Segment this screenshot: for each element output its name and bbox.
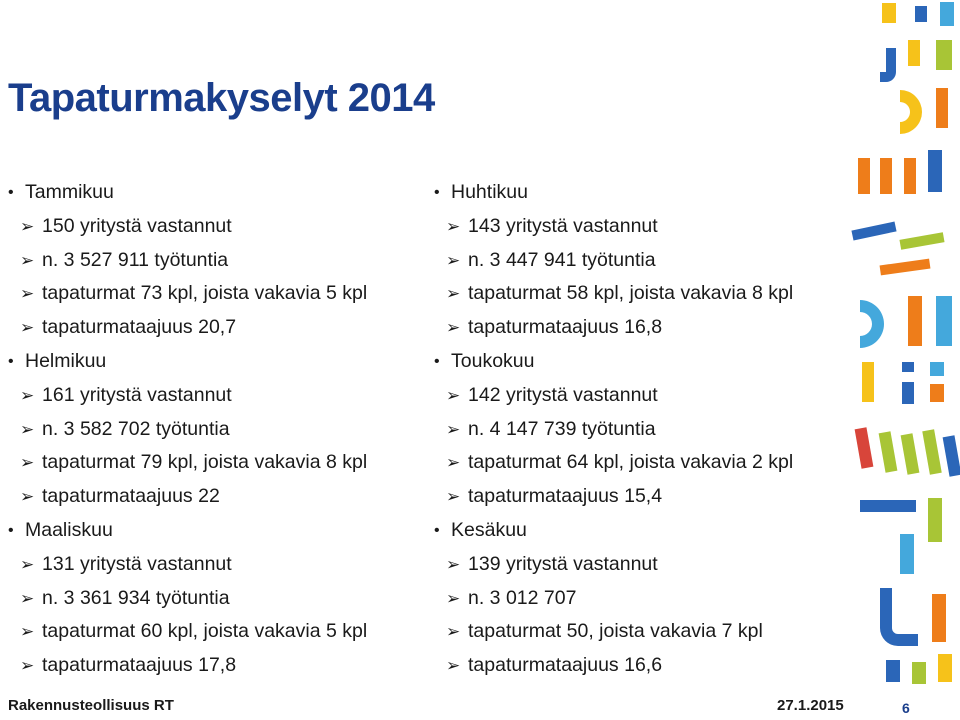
bullet-text: Toukokuu — [451, 349, 535, 372]
month-heading — [432, 345, 862, 379]
arrow-bullet-icon: ➢ — [20, 656, 35, 676]
month-heading — [6, 345, 426, 379]
bullet-text: tapaturmataajuus 15,4 — [468, 485, 663, 508]
bullet-text: Maaliskuu — [25, 518, 113, 541]
bullet-text: n. 3 447 941 työtuntia — [468, 248, 656, 271]
bullet-text: tapaturmataajuus 16,6 — [468, 654, 663, 677]
bullet-text: tapaturmat 73 kpl, joista vakavia 5 kpl — [42, 282, 368, 305]
bullet-text: Huhtikuu — [451, 181, 528, 203]
bullet-text: n. 3 361 934 työtuntia — [42, 586, 230, 609]
statistic-item — [432, 649, 862, 683]
page-number: 6 — [902, 700, 910, 716]
arrow-bullet-icon: ➢ — [446, 216, 461, 236]
footer-date: 27.1.2015 — [777, 697, 844, 714]
bullet-text: n. 3 582 702 työtuntia — [42, 417, 230, 440]
arrow-bullet-icon: ➢ — [446, 588, 461, 608]
arrow-bullet-icon: ➢ — [20, 419, 35, 439]
arrow-bullet-icon: ➢ — [20, 216, 35, 236]
statistic-item — [432, 582, 862, 616]
bullet-text: n. 3 527 911 työtuntia — [42, 248, 229, 271]
slide-title: Tapaturmakyselyt 2014 — [8, 76, 435, 120]
arrow-bullet-icon: ➢ — [446, 318, 461, 338]
bullet-text: 139 yritystä vastannut — [468, 552, 658, 575]
arrow-bullet-icon: ➢ — [20, 385, 35, 405]
arrow-bullet-icon: ➢ — [20, 588, 35, 608]
statistic-item — [432, 210, 862, 244]
bullet-text: tapaturmataajuus 16,8 — [468, 316, 663, 339]
month-heading — [432, 514, 862, 548]
bullet-text: tapaturmat 50, joista vakavia 7 kpl — [468, 620, 763, 643]
footer-organization: Rakennusteollisuus RT — [8, 697, 174, 714]
bullet-text: tapaturmat 60 kpl, joista vakavia 5 kpl — [42, 620, 368, 643]
statistic-item — [6, 277, 426, 311]
arrow-bullet-icon: ➢ — [446, 622, 461, 642]
arrow-bullet-icon: ➢ — [20, 622, 35, 642]
bullet-text: n. 3 012 707 — [468, 586, 577, 609]
bullet-text: n. 4 147 739 työtuntia — [468, 417, 656, 440]
decorative-shapes — [851, 2, 960, 684]
bullet-text: 131 yritystä vastannut — [42, 552, 232, 575]
arrow-bullet-icon: ➢ — [446, 554, 461, 574]
statistic-item — [6, 311, 426, 345]
month-heading — [432, 176, 862, 210]
statistic-item — [6, 413, 426, 447]
month-heading — [6, 514, 426, 548]
arrow-bullet-icon: ➢ — [446, 656, 461, 676]
right-column — [432, 176, 862, 683]
bullet-text: 161 yritystä vastannut — [42, 383, 232, 406]
statistic-item — [432, 379, 862, 413]
bullet-text: tapaturmataajuus 22 — [42, 485, 220, 508]
statistic-item — [6, 480, 426, 514]
bullet-text: Tammikuu — [25, 181, 114, 203]
arrow-bullet-icon: ➢ — [446, 453, 461, 473]
statistic-item — [432, 548, 862, 582]
arrow-bullet-icon: ➢ — [20, 487, 35, 507]
statistic-item — [432, 615, 862, 649]
arrow-bullet-icon: ➢ — [20, 318, 35, 338]
statistic-item — [432, 480, 862, 514]
bullet-text: tapaturmat 79 kpl, joista vakavia 8 kpl — [42, 451, 368, 474]
bullet-text: tapaturmataajuus 17,8 — [42, 654, 237, 677]
statistic-item — [432, 413, 862, 447]
arrow-bullet-icon: ➢ — [446, 284, 461, 304]
arrow-bullet-icon: ➢ — [20, 250, 35, 270]
statistic-item — [6, 379, 426, 413]
statistic-item — [432, 311, 862, 345]
bullet-text: Helmikuu — [25, 349, 107, 372]
statistic-item — [432, 277, 862, 311]
statistic-item — [6, 446, 426, 480]
left-column — [6, 176, 426, 683]
arrow-bullet-icon: ➢ — [20, 284, 35, 304]
statistic-item — [6, 649, 426, 683]
statistic-item — [6, 548, 426, 582]
bullet-text: tapaturmataajuus 20,7 — [42, 316, 237, 339]
statistic-item — [6, 615, 426, 649]
bullet-text: tapaturmat 58 kpl, joista vakavia 8 kpl — [468, 282, 794, 305]
bullet-text: 150 yritystä vastannut — [42, 214, 232, 237]
statistic-item — [6, 582, 426, 616]
statistic-item — [6, 244, 426, 278]
statistic-item — [6, 210, 426, 244]
bullet-text: 143 yritystä vastannut — [468, 214, 658, 237]
arrow-bullet-icon: ➢ — [446, 385, 461, 405]
bullet-text: 142 yritystä vastannut — [468, 383, 658, 406]
bullet-text: tapaturmat 64 kpl, joista vakavia 2 kpl — [468, 451, 794, 474]
bullet-text: Kesäkuu — [451, 518, 527, 541]
arrow-bullet-icon: ➢ — [20, 554, 35, 574]
arrow-bullet-icon: ➢ — [446, 419, 461, 439]
arrow-bullet-icon: ➢ — [446, 487, 461, 507]
statistic-item — [432, 244, 862, 278]
month-heading — [6, 176, 426, 210]
arrow-bullet-icon: ➢ — [20, 453, 35, 473]
decorative-logo-pattern — [840, 0, 960, 690]
arrow-bullet-icon: ➢ — [446, 250, 461, 270]
statistic-item — [432, 446, 862, 480]
